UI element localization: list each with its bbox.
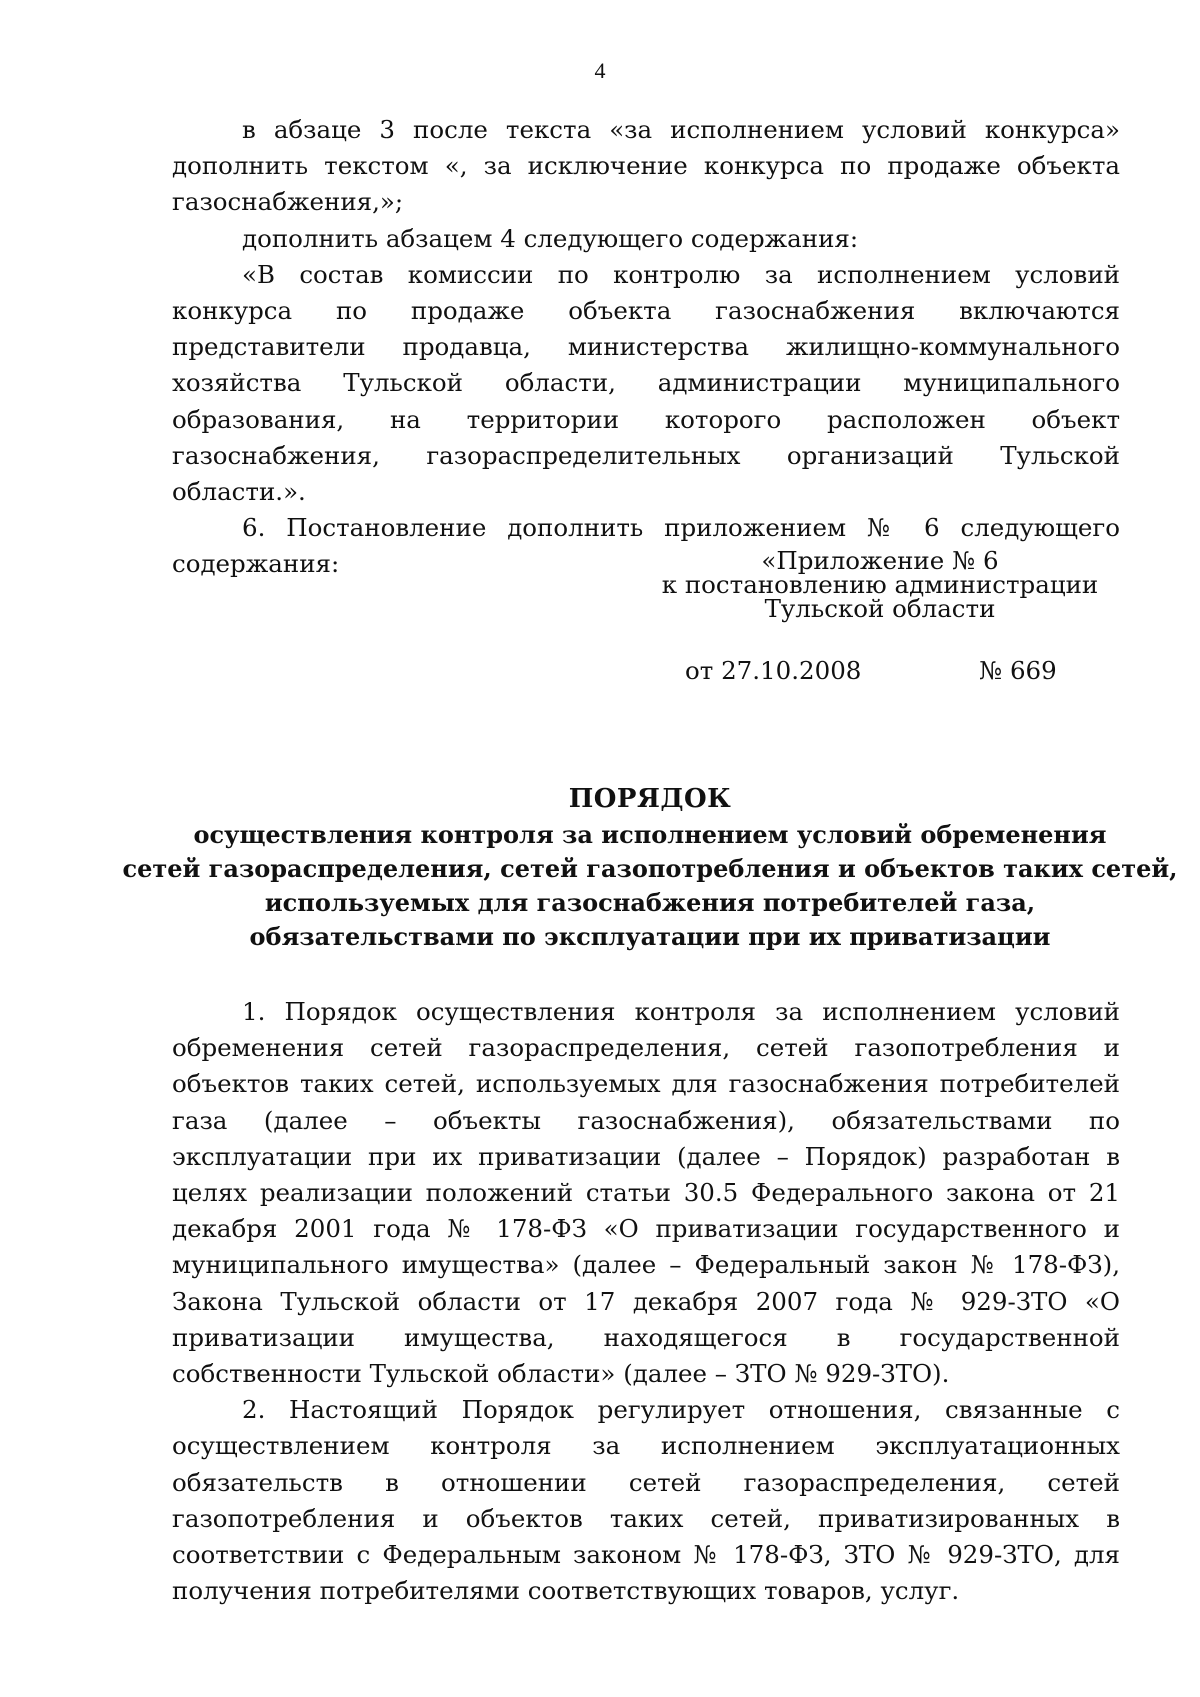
title-line-1: осуществления контроля за исполнением условий обременения bbox=[193, 820, 1107, 849]
amendment-paragraph-4: 6. Постановление дополнить приложением № 6 следующего содержания: bbox=[172, 513, 1120, 579]
appendix-label: «Приложение № 6 bbox=[761, 546, 999, 575]
document-title bbox=[100, 780, 1200, 954]
title-main: ПОРЯДОК bbox=[568, 784, 732, 814]
title-line-4: обязательствами по эксплуатации при их приватизации bbox=[249, 922, 1051, 951]
amendment-section bbox=[172, 112, 1120, 583]
amendment-paragraph-2: дополнить абзацем 4 следующего содержания: bbox=[242, 223, 859, 253]
title-line-3: используемых для газоснабжения потребителей газа, bbox=[264, 888, 1036, 917]
appendix-reference: к постановлению администрации bbox=[661, 570, 1099, 599]
body-paragraph-1: 1. Порядок осуществления контроля за исполнением условий обременения сетей газораспределения, сетей газопотребления и объектов таких сетей, используемых для газоснабжения потребителей газа (далее – объекты газоснабжения), обязательствами по эксплуатации при их приватизации (далее – Порядок) разработан в целях реализации положений статьи 30.5 Федерального закона от 21 декабря 2001 года № 178-ФЗ «О приватизации государственного и муниципального имущества» (далее – Федеральный закон № 178-ФЗ), Закона Тульской области от 17 декабря 2007 года № 929-ЗТО «О приватизации имущества, находящегося в государственной собственности Тульской области» (далее – ЗТО № 929-ЗТО). bbox=[172, 997, 1120, 1389]
appendix-header bbox=[660, 546, 1100, 623]
amendment-paragraph-3: «В состав комиссии по контролю за исполнением условий конкурса по продаже объекта газоснабжения включаются представители продавца, министерства жилищно-коммунального хозяйства Тульской области, администрации муниципального образования, на территории которого расположен объект газоснабжения, газораспределительных организаций Тульской области.». bbox=[172, 259, 1120, 507]
body-section bbox=[172, 994, 1120, 1609]
body-paragraph-2: 2. Настоящий Порядок регулирует отношения, связанные с осуществлением контроля за исполнением эксплуатационных обязательств в отношении сетей газораспределения, сетей газопотребления и объектов таких сетей, приватизированных в соответствии с Федеральным законом № 178-ФЗ, ЗТО № 929-ЗТО, для получения потребителями соответствующих товаров, услуг. bbox=[172, 1395, 1120, 1606]
appendix-date: от 27.10.2008 bbox=[685, 656, 862, 685]
page-number: 4 bbox=[594, 58, 606, 83]
appendix-region: Тульской области bbox=[764, 594, 996, 623]
appendix-number: № 669 bbox=[979, 656, 1057, 685]
title-line-2: сетей газораспределения, сетей газопотребления и объектов таких сетей, bbox=[122, 854, 1178, 883]
amendment-paragraph-1: в абзаце 3 после текста «за исполнением условий конкурса» дополнить текстом «, за исключение конкурса по продаже объекта газоснабжения,»; bbox=[172, 115, 1120, 217]
